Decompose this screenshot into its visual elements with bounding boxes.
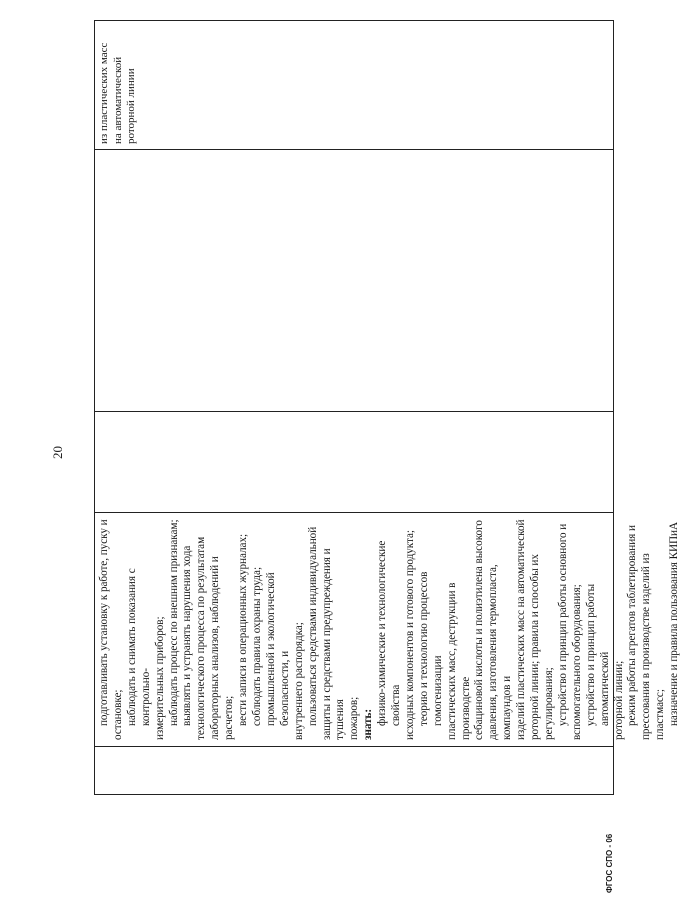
table-column-hours [95, 149, 613, 411]
competence-line: на автоматической [111, 56, 124, 144]
table-column-skills-knowledge [95, 512, 681, 746]
competence-line: из пластических масс [98, 42, 110, 144]
know-heading: знать: [362, 708, 375, 740]
table-column-discipline [95, 411, 613, 512]
text-line: устройство и принцип работы автоматической [584, 583, 611, 726]
page-number: 20 [50, 446, 65, 459]
text-line: прессования в производстве изделий из пластмасс; [640, 553, 667, 740]
text-line: промышленной и экологической безопасности, и [264, 572, 291, 726]
text-line: режим работы агрегатов таблетирования и [626, 525, 639, 726]
text-line: регулирования; [543, 667, 555, 740]
text-line: давления, изготовления термопласта, компаундов и [487, 564, 514, 740]
text-line: соблюдать правила охраны труда; [250, 566, 263, 726]
text-line: роторной линии; правила и способы их [529, 554, 542, 740]
text-line: наблюдать процесс по внешним признакам; [167, 519, 180, 726]
text-line: пластических масс, деструкции в производстве [445, 582, 472, 740]
text-line: лабораторных анализов, наблюдений и расчетов; [209, 556, 236, 740]
text-line: технологического процесса по результатам [195, 536, 208, 740]
table-column-index [95, 746, 613, 794]
skills-knowledge-text [95, 513, 682, 746]
text-line: защиты и средствами предупреждения и тушения [320, 548, 347, 740]
text-line: роторной линии; [612, 660, 625, 740]
text-line: выявлять и устранять нарушения хода [181, 545, 194, 726]
text-line: вести записи в операционных журналах; [237, 533, 250, 726]
text-line: остановке; [111, 689, 124, 740]
footer-document-code: ФГОС СПО - 06 [605, 833, 614, 893]
text-line: пользоваться средствами индивидуальной [306, 526, 319, 726]
text-line: наблюдать и снимать показания с контрольно- [125, 568, 152, 726]
text-line: себациновой кислоты и полиэтилена высокого [473, 520, 486, 740]
text-line: изделий пластических масс на автоматической [515, 519, 528, 740]
text-line: внутреннего распорядка; [292, 622, 305, 740]
text-line: исходных компонентов и готового продукта; [403, 530, 416, 740]
text-line: физико-химические и технологические свойства [376, 540, 403, 726]
text-line: теорию и технологию процессов гомогенизации [417, 571, 444, 726]
text-line: измерительных приборов; [153, 616, 166, 740]
competency-table [94, 20, 681, 795]
table-column-competence [95, 21, 613, 149]
text-line: подготавливать установку к работе, пуску и [98, 519, 110, 726]
text-line: устройство и принцип работы основного и [556, 523, 569, 726]
competence-text [95, 21, 139, 149]
text-line: назначение и правила пользования КИПиА [668, 521, 681, 726]
text-line: вспомогательного оборудования; [570, 584, 583, 740]
text-line: пожаров; [348, 696, 361, 740]
competence-line: роторной линии [125, 68, 137, 144]
